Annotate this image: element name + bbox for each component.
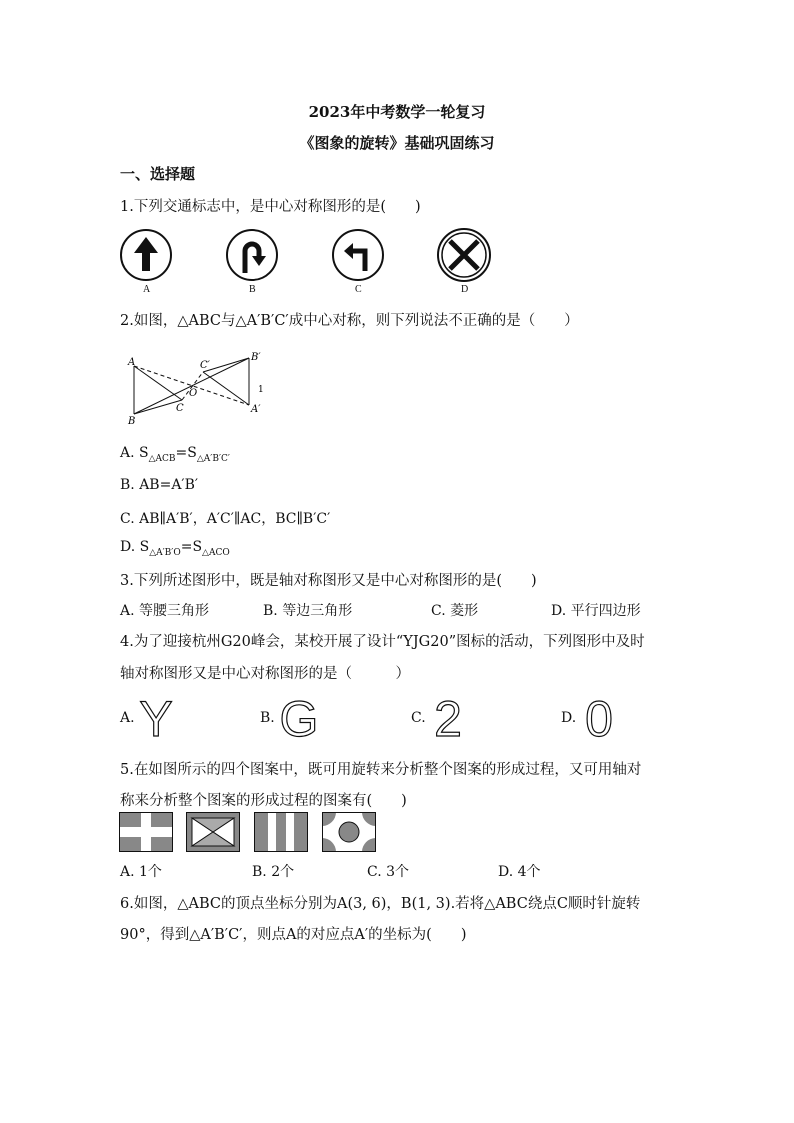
svg-text:0: 0 <box>585 691 613 747</box>
question-4-stem-line1: 4.为了迎接杭州G20峰会，某校开展了设计“YJG20”图标的活动，下列图形中及时 <box>120 634 645 650</box>
question-5-option-b: B. 2个 <box>252 864 295 880</box>
question-3-stem: 3.下列所述图形中，既是轴对称图形又是中心对称图形的是( ) <box>120 573 537 589</box>
sign-a-label: A <box>143 284 151 295</box>
question-2-stem: 2.如图，△ABC与△A′B′C′成中心对称，则下列说法不正确的是（ ） <box>120 313 579 329</box>
pattern-3-h-shape <box>254 812 308 852</box>
question-6-stem-line1: 6.如图，△ABC的顶点坐标分别为A(3, 6)，B(1, 3).若将△ABC绕点C顺时针旋转 <box>120 896 641 912</box>
question-3-option-d: D. 平行四边形 <box>551 603 641 619</box>
vertex-b-prime-label: B′ <box>251 352 261 363</box>
question-3-option-b: B. 等边三角形 <box>263 603 353 619</box>
pattern-4-circle-corners <box>322 812 376 852</box>
svg-text:Y: Y <box>139 691 173 747</box>
pattern-2-envelope <box>186 812 240 852</box>
question-4-option-d-letter: D. <box>561 710 577 726</box>
sign-c-label: C <box>355 284 362 295</box>
question-4-option-b-letter: B. <box>260 710 275 726</box>
outlined-letter-g <box>279 691 319 747</box>
question-3-option-a: A. 等腰三角形 <box>120 603 210 619</box>
document-subtitle: 《图象的旋转》基础巩固练习 <box>299 134 495 152</box>
question-5-option-d: D. 4个 <box>498 864 541 880</box>
question-2-option-d: D. $S_{\triangle A'B'O}=S_{\triangle ACO}$ <box>120 539 230 558</box>
question-4-option-a-letter: A. <box>120 710 135 726</box>
section-heading: 一、选择题 <box>120 165 196 183</box>
cross-x-icon <box>450 241 478 269</box>
pattern-1-cross <box>119 812 173 852</box>
sign-c-left-turn <box>330 227 386 283</box>
question-5-stem-line2: 称来分析整个图案的形成过程的图案有( ) <box>120 793 407 809</box>
sign-a-straight-arrow <box>118 227 174 283</box>
question-1-stem: 1.下列交通标志中，是中心对称图形的是( ) <box>120 199 421 215</box>
question-4-option-c-letter: C. <box>411 710 426 726</box>
up-arrow-icon <box>134 237 158 271</box>
vertex-a-label: A <box>128 357 136 368</box>
question-5-option-c: C. 3个 <box>367 864 410 880</box>
sign-b-label: B <box>249 284 256 295</box>
sign-d-label: D <box>461 284 469 295</box>
svg-text:2: 2 <box>434 691 462 747</box>
outlined-digit-0 <box>584 691 614 747</box>
symmetric-triangles-figure <box>124 350 269 430</box>
question-2-option-a: A. $S_{\triangle ACB}=S_{\triangle A'B'C'}$ <box>120 445 230 464</box>
vertex-c-prime-label: C′ <box>200 360 210 371</box>
question-2-option-b: B. AB=A′B′ <box>120 477 199 493</box>
question-5-option-a: A. 1个 <box>120 864 162 880</box>
vertex-a-prime-label: A′ <box>251 404 261 415</box>
question-3-option-c: C. 菱形 <box>431 603 479 619</box>
outlined-digit-2 <box>433 691 463 747</box>
left-turn-arrow-icon <box>352 251 365 271</box>
svg-text:G: G <box>279 691 319 747</box>
stray-mark-label: 1 <box>258 385 264 395</box>
outlined-letter-y <box>139 691 173 747</box>
document-title: 2023年中考数学一轮复习 <box>308 103 486 121</box>
center-o-label: O <box>189 388 198 399</box>
question-2-option-c: C. AB∥A′B′，A′C′∥AC，BC∥B′C′ <box>120 511 331 527</box>
vertex-c-label: C <box>176 403 184 414</box>
sign-b-u-turn <box>224 227 280 283</box>
question-4-stem-line2: 轴对称图形又是中心对称图形的是（ ） <box>120 666 410 682</box>
question-5-stem-line1: 5.在如图所示的四个图案中，既可用旋转来分析整个图案的形成过程，又可用轴对 <box>120 762 642 778</box>
sign-d-no-entry-cross <box>436 227 492 283</box>
question-6-stem-line2: 90°，得到△A′B′C′，则点A的对应点A′的坐标为( ) <box>120 927 467 943</box>
vertex-b-label: B <box>128 416 136 427</box>
